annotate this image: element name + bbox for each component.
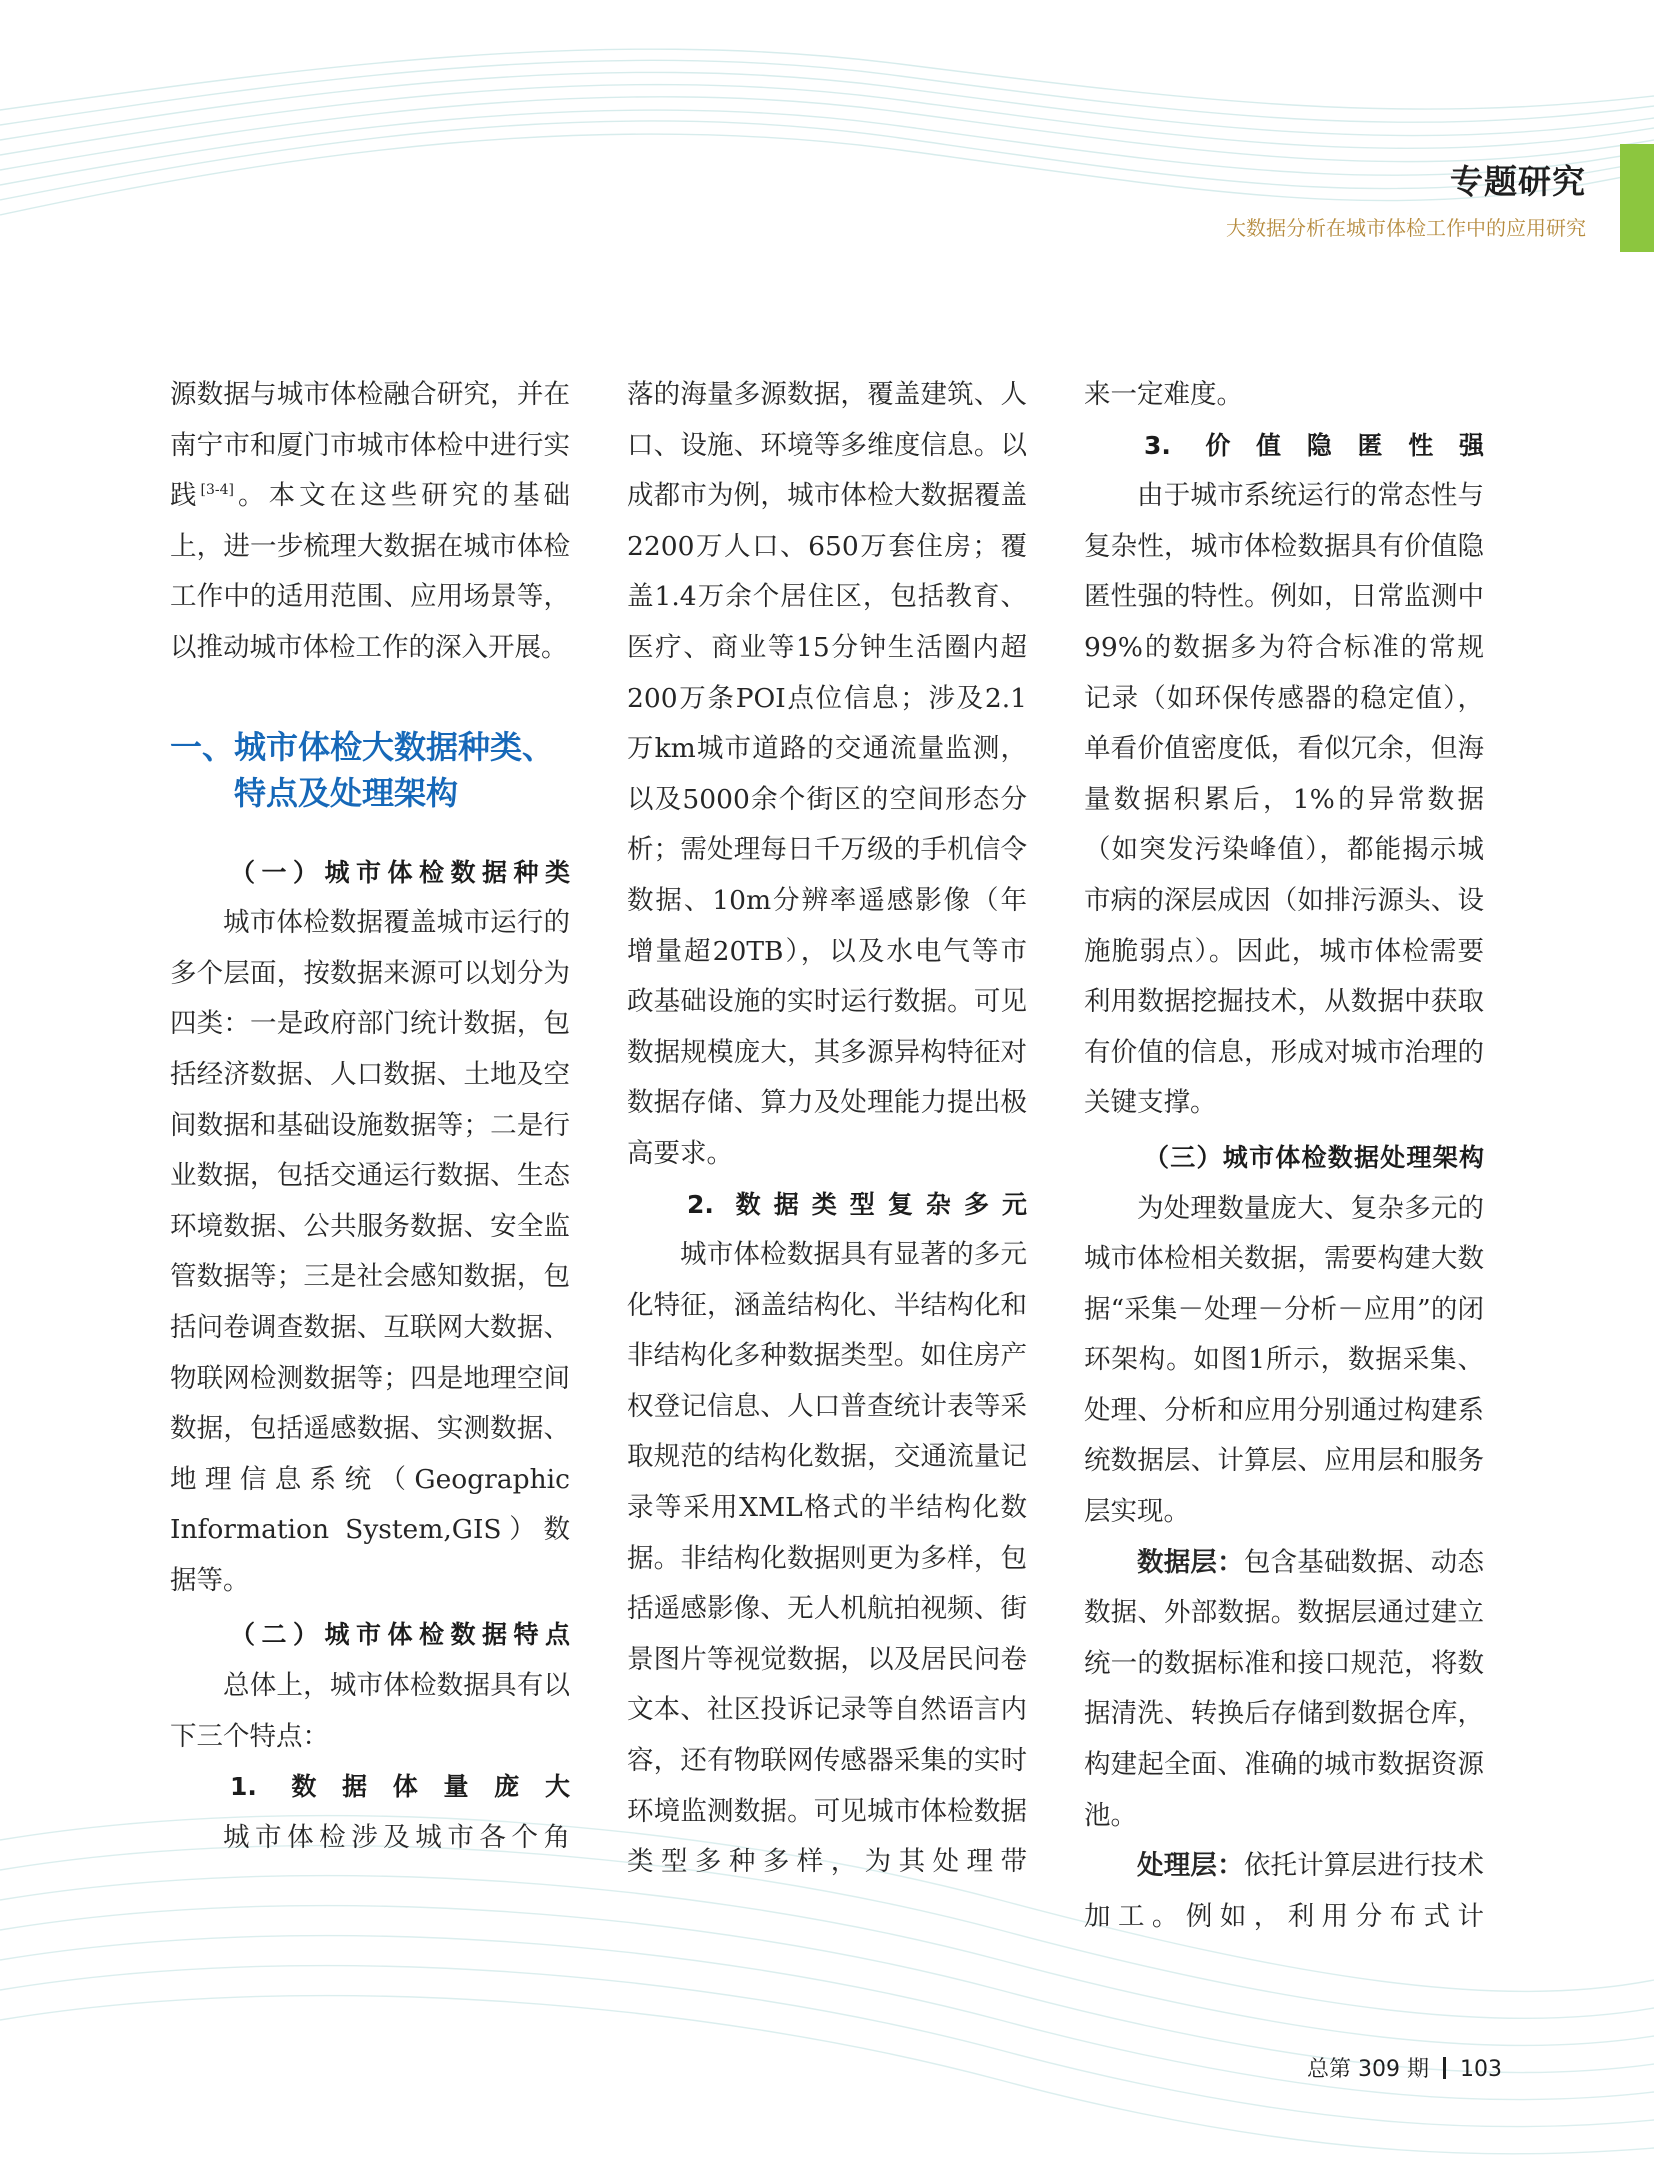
page-number: 103 xyxy=(1460,2057,1502,2082)
paragraph: 落的海量多源数据，覆盖建筑、人口、设施、环境等多维度信息。以成都市为例，城市体检大数据覆盖2200万人口、650万套住房；覆盖1.4万余个居住区，包括教育、医疗、商业等15分钟生活圈内超200万条POI点位信息；涉及2.1万km城市道路的交通流量监测，以及5000余个街区的空间形态分析；需处理每日千万级的手机信令数据、10m分辨率遥感影像（年增量超20TB），以及水电气等市政基础设施的实时运行数据。可见数据规模庞大，其多源异构特征对数据存储、算力及处理能力提出极高要求。 xyxy=(627,379,1027,1169)
text-column-1 xyxy=(170,370,570,1863)
paragraph: 数据层：包含基础数据、动态数据、外部数据。数据层通过建立统一的数据标准和接口规范，将数据清洗、转换后存储到数据仓库，构建起全面、准确的城市数据资源池。 xyxy=(1084,1546,1485,1831)
issue-number: 总第 309 期 xyxy=(1307,2057,1429,2082)
section-header-title: 专题研究 xyxy=(1450,162,1586,201)
subsection-heading: （二）城市体检数据特点 xyxy=(230,1620,570,1650)
text-column-2 xyxy=(627,370,1027,1888)
section-heading: 一、 城市体检大数据种类、特点及处理架构 xyxy=(170,727,555,812)
article-running-title: 大数据分析在城市体检工作中的应用研究 xyxy=(1226,216,1586,240)
paragraph: 源数据与城市体检融合研究，并在南宁市和厦门市城市体检中进行实践[3-4]。本文在这些研究的基础上，进一步梳理大数据在城市体检工作中的适用范围、应用场景等，以推动城市体检工作的深入开展。 xyxy=(170,379,571,663)
text-column-3 xyxy=(1084,370,1484,1942)
subsection-heading: 2. 数据类型复杂多元 xyxy=(687,1189,1027,1219)
citation-superscript: [3-4] xyxy=(200,482,235,499)
page-footer xyxy=(1307,2052,1502,2083)
paragraph: 为处理数量庞大、复杂多元的城市体检相关数据，需要构建大数据“采集－处理－分析－应用”的闭环架构。如图1所示，数据采集、处理、分析和应用分别通过构建系统数据层、计算层、应用层和服务层实现。 xyxy=(1084,1192,1484,1528)
inline-label: 处理层： xyxy=(1137,1850,1244,1882)
paragraph: 总体上，城市体检数据具有以下三个特点： xyxy=(170,1670,570,1752)
paragraph: 处理层：依托计算层进行技术加工。例如，利用分布式计 xyxy=(1084,1850,1485,1932)
inline-label: 数据层： xyxy=(1137,1546,1244,1578)
footer-divider xyxy=(1443,2057,1446,2079)
subsection-heading: 3. 价值隐匿性强 xyxy=(1144,430,1484,460)
paragraph: 由于城市系统运行的常态性与复杂性，城市体检数据具有价值隐匿性强的特性。例如，日常监测中99%的数据多为符合标准的常规记录（如环保传感器的稳定值），单看价值密度低，看似冗余，但海量数据积累后，1%的异常数据（如突发污染峰值），都能揭示城市病的深层成因（如排污源头、设施脆弱点）。因此，城市体检需要利用数据挖掘技术，从数据中获取有价值的信息，形成对城市治理的关键支撑。 xyxy=(1084,480,1484,1119)
subsection-heading: （三）城市体检数据处理架构 xyxy=(1144,1142,1484,1172)
paragraph: 城市体检数据具有显著的多元化特征，涵盖结构化、半结构化和非结构化多种数据类型。如住房产权登记信息、人口普查统计表等采取规范的结构化数据，交通流量记录等采用XML格式的半结构化数据。非结构化数据则更为多样，包括遥感影像、无人机航拍视频、街景图片等视觉数据，以及居民问卷文本、社区投诉记录等自然语言内容，还有物联网传感器采集的实时环境监测数据。可见城市体检数据类型多种多样，为其处理带 xyxy=(627,1239,1027,1878)
subsection-heading: 1. 数据体量庞大 xyxy=(230,1772,570,1802)
paragraph: 城市体检涉及城市各个角 xyxy=(223,1821,570,1853)
paragraph: 来一定难度。 xyxy=(1084,379,1243,410)
subsection-heading: （一）城市体检数据种类 xyxy=(230,857,570,887)
header-wave-decoration xyxy=(0,0,1654,300)
paragraph: 城市体检数据覆盖城市运行的多个层面，按数据来源可以划分为四类：一是政府部门统计数据，包括经济数据、人口数据、土地及空间数据和基础设施数据等；二是行业数据，包括交通运行数据、生态环境数据、公共服务数据、安全监管数据等；三是社会感知数据，包括问卷调查数据、互联网大数据、物联网检测数据等；四是地理空间数据，包括遥感数据、实测数据、地理信息系统（Geographic Information System,GIS）数据等。 xyxy=(170,907,570,1596)
header-accent-bar xyxy=(1620,144,1654,252)
